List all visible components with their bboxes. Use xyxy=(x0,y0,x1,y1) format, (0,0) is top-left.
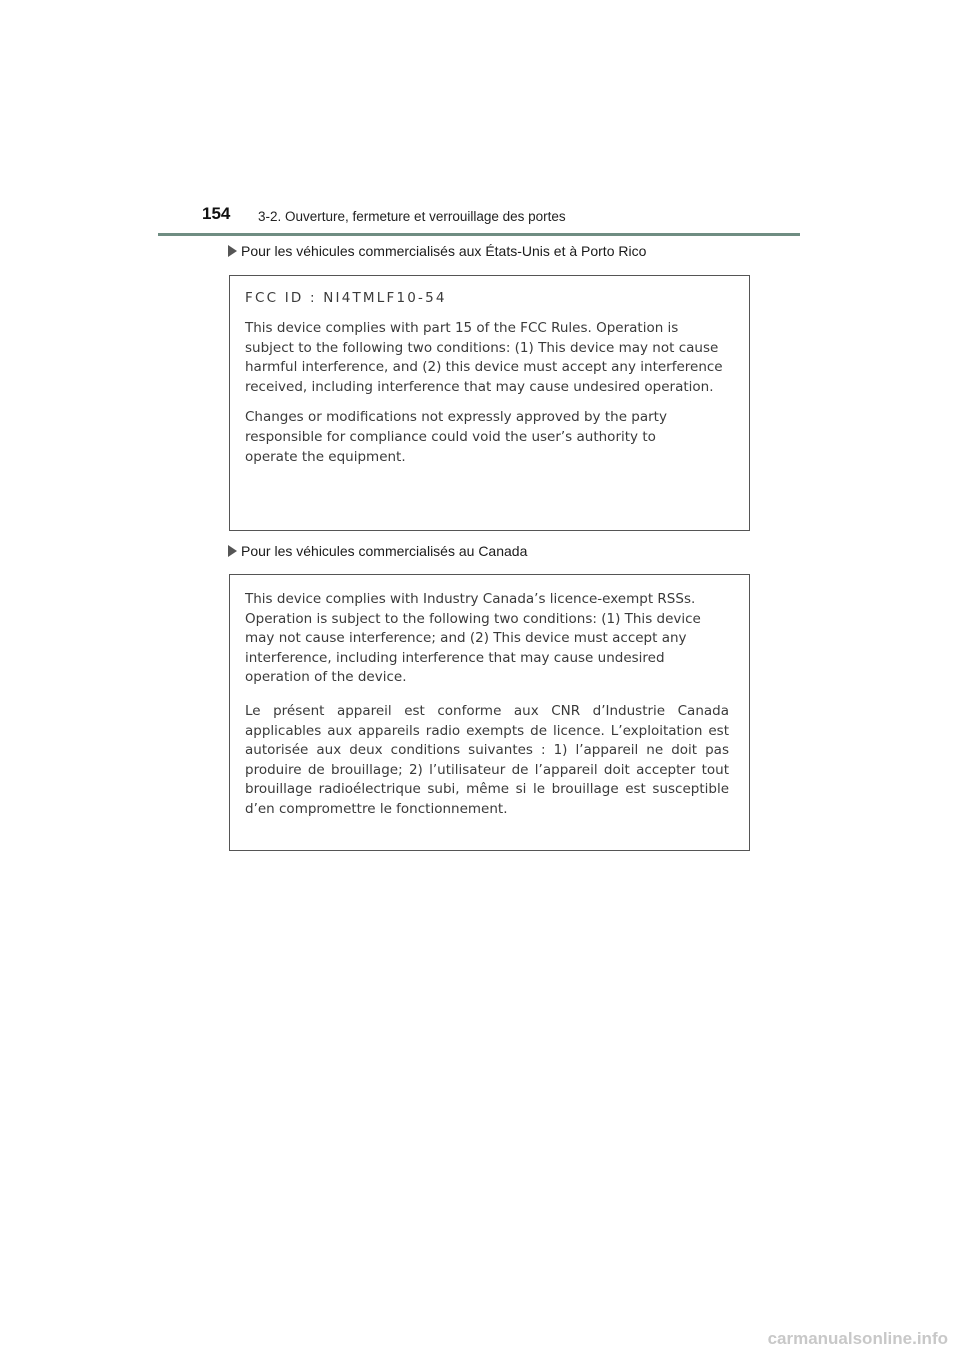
us-heading-text: Pour les véhicules commercialisés aux États-Unis et à Porto Rico xyxy=(241,243,647,259)
header-rule xyxy=(158,233,800,236)
fcc-paragraph-1: This device complies with part 15 of the FCC Rules. Operation is subject to the following two conditions: (1) This device may not cause harmful interference, and (2) this device must accept any interference received, including interference that may cause undesired operation. xyxy=(245,320,723,395)
triangle-bullet-icon xyxy=(228,545,237,557)
canada-heading-text: Pour les véhicules commercialisés au Canada xyxy=(241,543,528,559)
page-number: 154 xyxy=(202,204,231,223)
fcc-label-box xyxy=(229,275,750,531)
ic-label-box xyxy=(229,574,750,851)
triangle-bullet-icon xyxy=(228,245,237,257)
fcc-id: FCC ID : NI4TMLF10-54 xyxy=(245,290,447,306)
ic-paragraph-en: This device complies with Industry Canada’s licence-exempt RSSs. Operation is subject to the following two conditions: (1) This device may not cause interference; and (2) This device must accept any interference, including interference that may cause undesired operation of the device. xyxy=(245,591,701,686)
canada-heading xyxy=(228,543,527,559)
fcc-paragraph-2: Changes or modifications not expressly approved by the party responsible for compliance could void the user’s authority to operate the equipment. xyxy=(245,409,667,465)
us-heading xyxy=(228,243,646,259)
section-title: 3-2. Ouverture, fermeture et verrouillage des portes xyxy=(258,209,566,224)
watermark: carmanualsonline.info xyxy=(767,1329,948,1348)
ic-paragraph-fr: Le présent appareil est conforme aux CNR d’Industrie Canada applicables aux appareils radio exempts de licence. L’exploitation est autorisée aux deux conditions suivantes : 1) l’appareil ne doit pas produire de brouillage; 2) l’utilisateur de l’appareil doit accepter tout brouillage radioélectrique subi, même si le brouillage est susceptible d’en compromettre le fonctionnement. xyxy=(245,702,729,817)
